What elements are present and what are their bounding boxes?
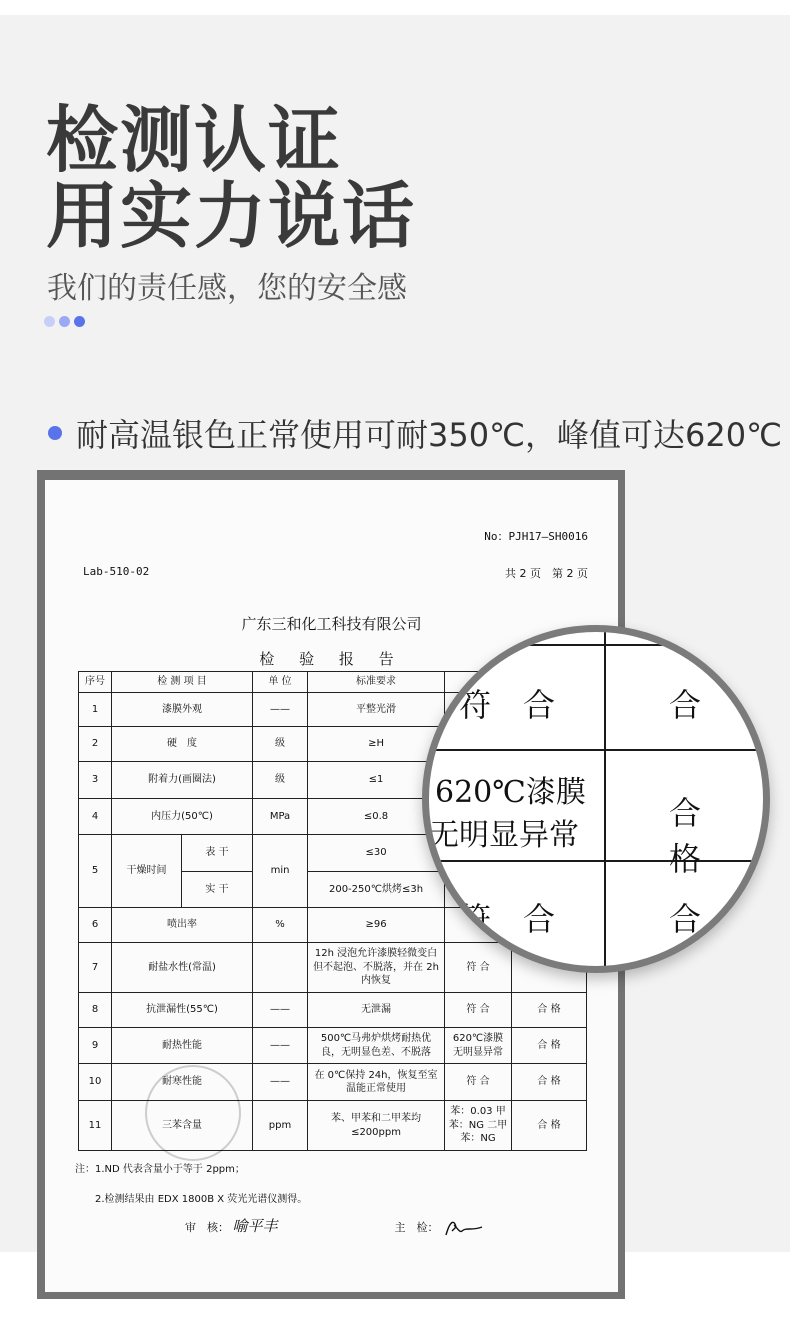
- dot-icon: [44, 316, 55, 327]
- row-requirement: 无泄漏: [308, 993, 445, 1028]
- report-notes: [75, 1162, 307, 1208]
- magnifier-lens: [422, 625, 770, 973]
- row-unit: min: [253, 835, 308, 908]
- row-unit: ——: [253, 993, 308, 1028]
- row-result: 符 合: [445, 943, 512, 993]
- row-item: 内压力(50℃): [112, 799, 253, 835]
- inspector-label: 主 检：: [394, 1221, 439, 1234]
- note-2: 2.检测结果由 EDX 1800B X 荧光光谱仪测得。: [95, 1194, 308, 1205]
- row-item: 附着力(画圈法): [112, 762, 253, 799]
- table-row: [79, 993, 587, 1028]
- magnified-verdict-bottom: 合: [669, 900, 702, 938]
- headline-line1: 检测认证: [46, 98, 343, 182]
- table-row: [79, 1028, 587, 1064]
- tagline: 我们的责任感，您的安全感: [47, 271, 407, 306]
- row-unit: ——: [253, 1064, 308, 1101]
- feature-text: 耐高温银色正常使用可耐350℃，峰值可达620℃: [76, 416, 783, 454]
- header-no: 序号: [79, 672, 112, 693]
- dot-icon: [74, 316, 85, 327]
- headline-line2: 用实力说话: [46, 174, 417, 258]
- row-requirement: ≥96: [308, 908, 445, 943]
- header-item: 检 测 项 目: [112, 672, 253, 693]
- magnified-verdict-top: 合: [669, 686, 702, 724]
- row-no: 4: [79, 799, 112, 835]
- row-no: 2: [79, 727, 112, 762]
- row-unit: ppm: [253, 1101, 308, 1151]
- row-item: 喷出率: [112, 908, 253, 943]
- row-unit: [253, 943, 308, 993]
- row-requirement: ≤0.8: [308, 799, 445, 835]
- magnified-result-mid-1: 620℃漆膜: [435, 775, 586, 810]
- row-unit: 级: [253, 762, 308, 799]
- feature-line: [48, 410, 782, 456]
- inspector-signature: [442, 1217, 486, 1239]
- row-verdict: 合 格: [512, 1064, 587, 1101]
- row-requirement: 200-250℃烘烤≤3h: [308, 872, 445, 908]
- row-verdict: 合 格: [512, 1028, 587, 1064]
- row-result: 620℃漆膜无明显异常: [445, 1028, 512, 1064]
- row-subitem: 实 干: [182, 872, 253, 908]
- dot-icon: [59, 316, 70, 327]
- page-count: 共 2 页 第 2 页: [505, 567, 588, 580]
- row-unit: ——: [253, 693, 308, 727]
- row-item: 硬 度: [112, 727, 253, 762]
- row-result: 符 合: [445, 993, 512, 1028]
- row-no: 1: [79, 693, 112, 727]
- magnified-result-mid-2: 无明显异常: [429, 818, 579, 853]
- row-unit: MPa: [253, 799, 308, 835]
- note-1: 注：1.ND 代表含量小于等于 2ppm；: [75, 1164, 245, 1175]
- row-no: 8: [79, 993, 112, 1028]
- row-requirement: ≤30: [308, 835, 445, 872]
- row-requirement: ≤1: [308, 762, 445, 799]
- header-unit: 单 位: [253, 672, 308, 693]
- row-requirement: 苯、甲苯和二甲苯均≤200ppm: [308, 1101, 445, 1151]
- row-result: 符 合: [445, 1064, 512, 1101]
- row-requirement: 500℃马弗炉烘烤耐热优良，无明显色差、不脱落: [308, 1028, 445, 1064]
- lab-code: Lab-510-02: [83, 565, 150, 578]
- row-item: 耐热性能: [112, 1028, 253, 1064]
- row-item: 耐盐水性(常温): [112, 943, 253, 993]
- row-result: 苯：0.03 甲苯：NG 二甲苯：NG: [445, 1101, 512, 1151]
- row-requirement: 在 0℃保持 24h，恢复至室温能正常使用: [308, 1064, 445, 1101]
- row-item: 干燥时间: [112, 835, 182, 908]
- row-unit: %: [253, 908, 308, 943]
- row-item: 抗泄漏性(55℃): [112, 993, 253, 1028]
- row-requirement: ≥H: [308, 727, 445, 762]
- document-number: No：PJH17—SH0016: [484, 530, 588, 543]
- row-no: 7: [79, 943, 112, 993]
- row-no: 11: [79, 1101, 112, 1151]
- signature-line: [185, 1215, 545, 1239]
- header-requirement: 标准要求: [308, 672, 445, 693]
- row-no: 6: [79, 908, 112, 943]
- row-no: 3: [79, 762, 112, 799]
- decorative-dots: [44, 316, 85, 327]
- bullet-icon: [48, 426, 62, 440]
- magnified-verdict-mid: 合 格: [669, 794, 734, 878]
- magnified-result-bottom: 符 合: [459, 900, 556, 938]
- row-no: 5: [79, 835, 112, 908]
- row-item: 漆膜外观: [112, 693, 253, 727]
- row-unit: 级: [253, 727, 308, 762]
- row-no: 10: [79, 1064, 112, 1101]
- row-requirement: 12h 浸泡允许漆膜轻微变白但不起泡、不脱落，并在 2h 内恢复: [308, 943, 445, 993]
- official-stamp: [145, 1065, 241, 1161]
- row-requirement: 平整光滑: [308, 693, 445, 727]
- row-item: 三苯含量: [112, 1101, 253, 1151]
- row-subitem: 表 干: [182, 835, 253, 872]
- row-unit: ——: [253, 1028, 308, 1064]
- reviewer-label: 审 核：: [185, 1221, 229, 1234]
- company-name: 广东三和化工科技有限公司: [241, 615, 422, 633]
- magnified-result-top: 符 合: [459, 686, 556, 724]
- report-title: 检 验 报 告: [259, 650, 404, 668]
- row-item: 耐寒性能: [112, 1064, 253, 1101]
- reviewer-signature: 喻平丰: [232, 1217, 278, 1235]
- row-no: 9: [79, 1028, 112, 1064]
- row-verdict: 合 格: [512, 1101, 587, 1151]
- row-verdict: 合 格: [512, 993, 587, 1028]
